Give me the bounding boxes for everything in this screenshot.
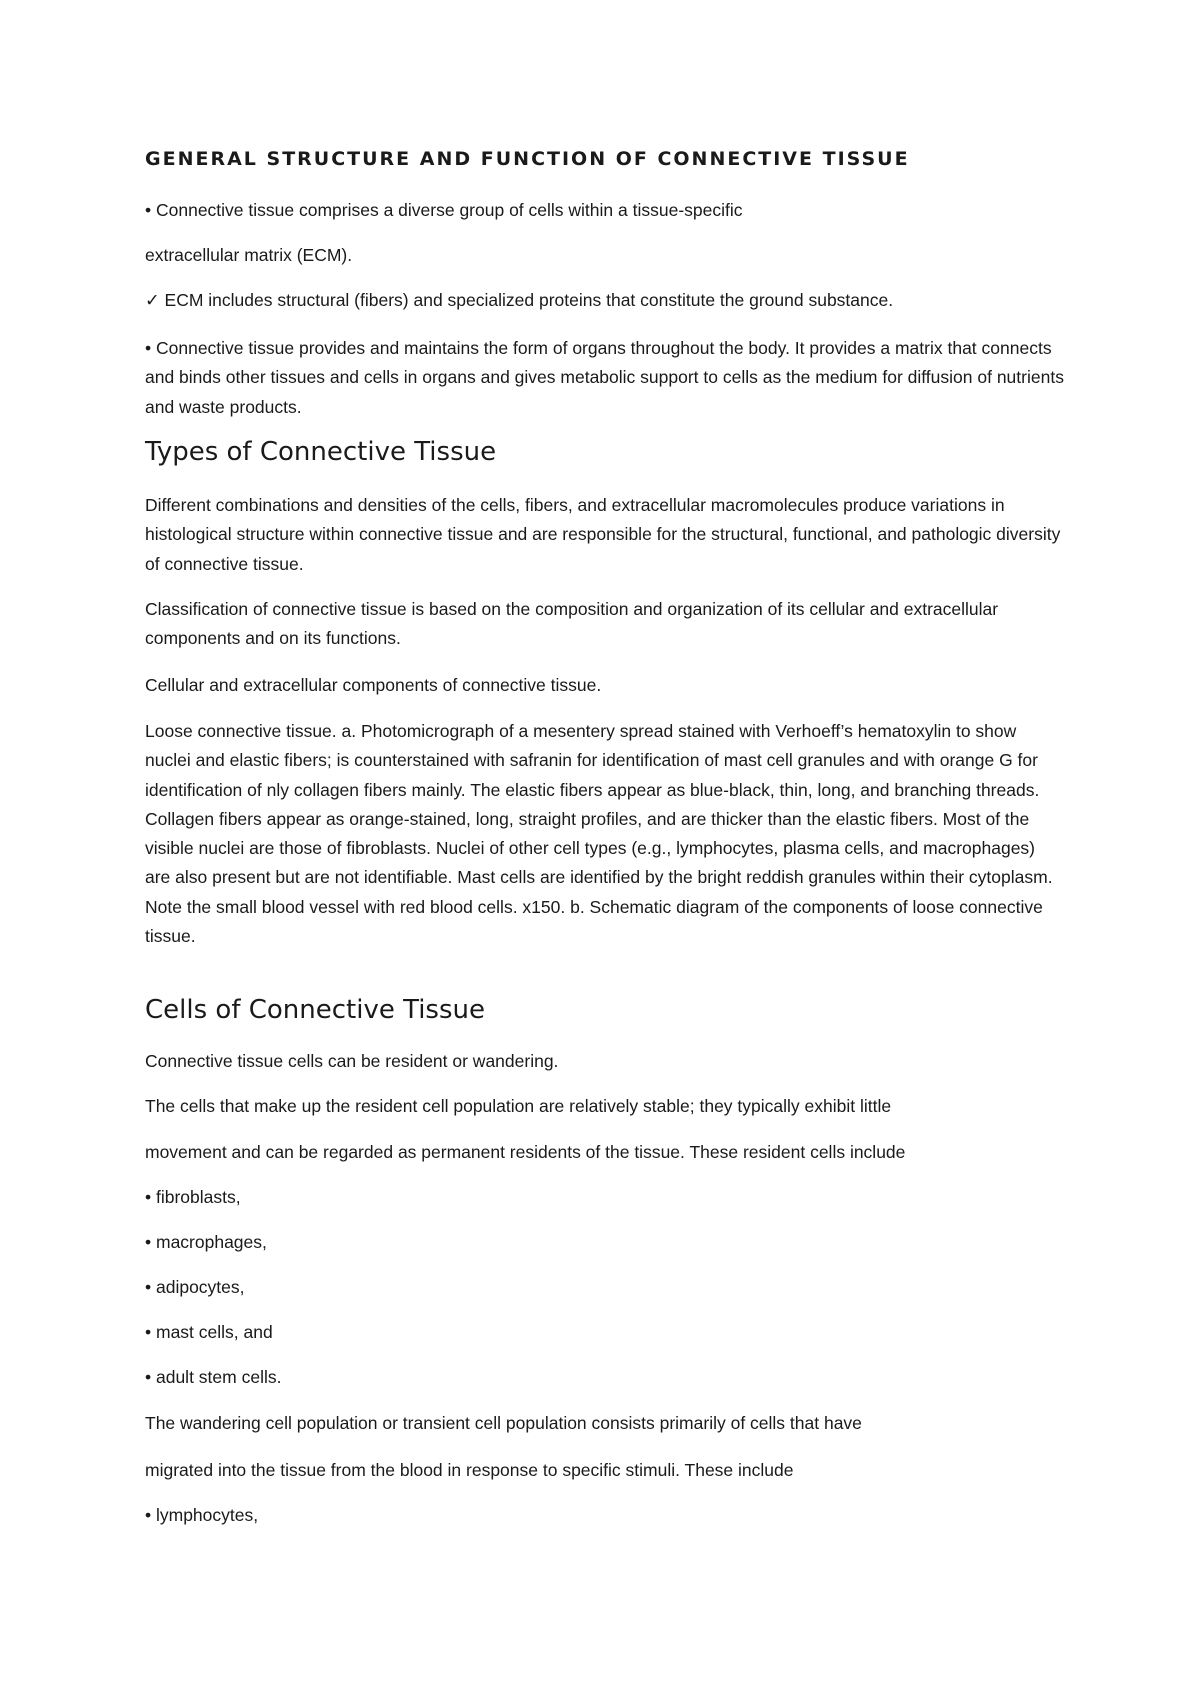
- cells-paragraph-3-line-2: migrated into the tissue from the blood in response to specific stimuli. These include: [145, 1460, 794, 1480]
- intro-bullet-1-line-2: extracellular matrix (ECM).: [145, 245, 353, 265]
- resident-cell-item: • adipocytes,: [145, 1277, 245, 1297]
- document-title: GENERAL STRUCTURE AND FUNCTION OF CONNECTIVE TISSUE: [145, 148, 910, 170]
- section-heading-types: Types of Connective Tissue: [145, 437, 497, 467]
- cells-paragraph-2-line-1: The cells that make up the resident cell population are relatively stable; they typically exhibit little: [145, 1096, 892, 1116]
- cells-paragraph-1: Connective tissue cells can be resident or wandering.: [145, 1051, 559, 1071]
- wandering-cell-item: • lymphocytes,: [145, 1505, 259, 1525]
- intro-check-item: ✓ ECM includes structural (fibers) and specialized proteins that constitute the ground substance.: [145, 290, 894, 310]
- types-paragraph-3: Cellular and extracellular components of connective tissue.: [145, 675, 602, 695]
- resident-cell-item: • mast cells, and: [145, 1322, 273, 1342]
- resident-cell-item: • fibroblasts,: [145, 1187, 241, 1207]
- cells-paragraph-2-line-2: movement and can be regarded as permanent residents of the tissue. These resident cells include: [145, 1142, 906, 1162]
- types-paragraph-4: Loose connective tissue. a. Photomicrograph of a mesentery spread stained with Verhoeff’s hematoxylin to show nuclei and elastic fibers; is counterstained with safranin for identification of mast cell granules and with orange G for identification of nly collagen fibers mainly. The elastic fibers appear as blue-black, thin, long, and branching threads. Collagen fibers appear as orange-stained, long, straight profiles, and are thicker than the elastic fibers. Most of the visible nuclei are those of fibroblasts. Nuclei of other cell types (e.g., lymphocytes, plasma cells, and macrophages) are also present but are not identifiable. Mast cells are identified by the bright reddish granules within their cytoplasm. Note the small blood vessel with red blood cells. x150. b. Schematic diagram of the components of loose connective tissue.: [145, 721, 1053, 947]
- types-paragraph-1: Different combinations and densities of the cells, fibers, and extracellular macromolecules produce variations in histological structure within connective tissue and are responsible for the structural, functional, and pathologic diversity of connective tissue.: [145, 495, 1061, 574]
- types-paragraph-2: Classification of connective tissue is based on the composition and organization of its cellular and extracellular components and on its functions.: [145, 599, 999, 649]
- section-heading-cells: Cells of Connective Tissue: [145, 995, 485, 1025]
- cells-paragraph-3-line-1: The wandering cell population or transient cell population consists primarily of cells that have: [145, 1413, 862, 1433]
- resident-cell-item: • adult stem cells.: [145, 1367, 282, 1387]
- resident-cell-item: • macrophages,: [145, 1232, 267, 1252]
- intro-bullet-2: • Connective tissue provides and maintains the form of organs throughout the body. It provides a matrix that connects and binds other tissues and cells in organs and gives metabolic support to cells as the medium for diffusion of nutrients and waste products.: [145, 338, 1064, 417]
- intro-bullet-1-line-1: • Connective tissue comprises a diverse group of cells within a tissue-specific: [145, 200, 743, 220]
